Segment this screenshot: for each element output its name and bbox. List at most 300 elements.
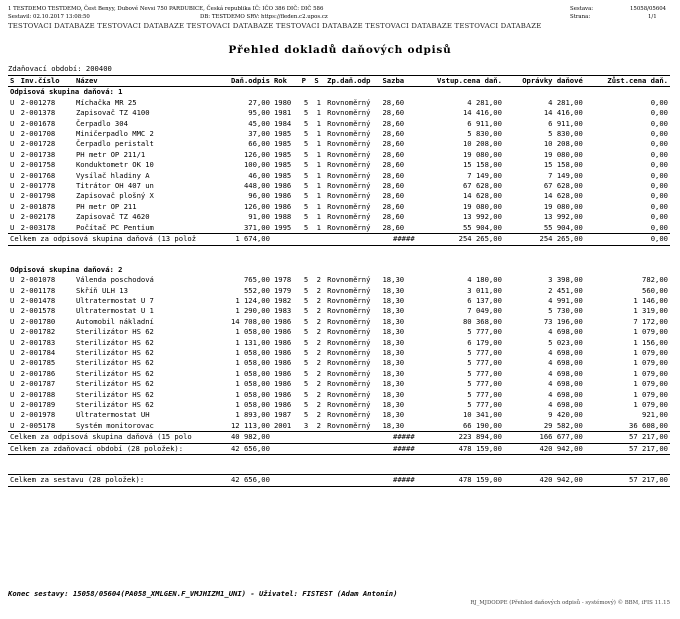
cell-status: U [10,139,15,149]
cell-method: Rovnoměrný [327,149,371,159]
table-row [8,296,670,306]
cell-inv-number: 2-001785 [20,358,56,368]
group-label: Odpisová skupina daňová: 1 [10,87,123,97]
cell-status: U [10,306,15,316]
cell-rate: 28,60 [382,191,405,201]
cell-accumulated: 3 398,00 [548,275,583,285]
cell-inv-number: 2-001878 [20,201,56,211]
cell-tax-depreciation: 12 113,00 [230,420,270,430]
table-row [8,223,670,234]
cell-rate: 28,60 [382,129,405,139]
cell-tax-depreciation: 1 893,00 [235,410,270,420]
cell-inv-number: 2-001738 [20,149,56,159]
cell-rate: 28,60 [382,108,405,118]
cell-name: Čerpadlo peristalt [75,139,154,149]
cell-tax-depreciation: 46,00 [248,170,270,180]
cell-method: Rovnoměrný [327,212,371,222]
total-label: Celkem za zdaňovací období (28 položek): [10,443,184,453]
cell-tax-depreciation: 1 058,00 [235,327,270,337]
group-total-row [8,432,670,443]
cell-s: 2 [316,347,321,357]
cell-year: 1985 [273,139,292,149]
cell-rate: 18,30 [382,368,405,378]
cell-s: 1 [316,139,321,149]
cell-accumulated: 7 149,00 [548,170,583,180]
cell-tax-depreciation: 91,00 [248,212,270,222]
cell-method: Rovnoměrný [327,275,371,285]
cell-year: 1986 [273,181,292,191]
total-accumulated: 166 677,00 [539,432,583,442]
cell-name: Válenda poschodová [75,275,154,285]
cell-rate: 18,30 [382,399,405,409]
col-name: Název [75,76,98,85]
total-tax-depreciation: 42 656,00 [230,443,270,453]
cell-tax-depreciation: 100,00 [243,160,270,170]
cell-tax-depreciation: 1 124,00 [235,295,270,305]
cell-input-price: 14 628,00 [462,191,502,201]
total-accumulated: 420 942,00 [539,443,583,453]
cell-s: 1 [316,191,321,201]
cell-inv-number: 2-001786 [20,368,56,378]
report-code-line: RJ_MJDODPE (Přehled daňových odpisů - systémový) © BBM, iFIS 11.15 [470,600,670,606]
cell-s: 1 [316,118,321,128]
total-accumulated: 254 265,00 [539,234,583,244]
spacer-row [8,255,670,265]
total-spacer [272,234,381,245]
total-input-price: 254 265,00 [458,234,502,244]
table-row [8,150,670,160]
total-residual: 57 217,00 [629,432,668,442]
cell-inv-number: 2-005178 [20,420,56,430]
cell-tax-depreciation: 552,00 [243,285,270,295]
cell-status: U [10,181,15,191]
cell-year: 1982 [273,295,292,305]
cell-inv-number: 2-001782 [20,327,56,337]
cell-input-price: 19 080,00 [462,201,502,211]
cell-rate: 18,30 [382,316,405,326]
cell-residual: 1 079,00 [633,327,668,337]
cell-s: 1 [316,108,321,118]
cell-name: Sterilizátor HS 62 [75,399,154,409]
db-line: DB: TESTDEMO SRV: https://fleden.c2.upos.cz [200,14,328,20]
cell-method: Rovnoměrný [327,97,371,107]
cell-p: 5 [303,337,309,347]
cell-tax-depreciation: 1 058,00 [235,347,270,357]
cell-input-price: 67 628,00 [462,181,502,191]
test-database-watermark: TESTOVACI DATABAZE TESTOVACI DATABAZE TESTOVACI DATABAZE TESTOVACI DATABAZE TESTOVACI DATABAZE TESTOVACI DATABAZE [8,22,542,30]
cell-year: 1995 [273,222,292,232]
cell-input-price: 5 777,00 [467,368,502,378]
cell-s: 1 [316,97,321,107]
cell-accumulated: 4 281,00 [548,97,583,107]
page-label: Strana: [570,14,591,20]
cell-method: Rovnoměrný [327,399,371,409]
cell-method: Rovnoměrný [327,139,371,149]
cell-accumulated: 67 628,00 [543,181,583,191]
cell-inv-number: 2-001078 [20,275,56,285]
cell-status: U [10,149,15,159]
cell-rate: 28,60 [382,170,405,180]
cell-inv-number: 2-001787 [20,379,56,389]
cell-rate: 18,30 [382,410,405,420]
cell-tax-depreciation: 126,00 [243,149,270,159]
cell-year: 1986 [273,316,292,326]
cell-residual: 0,00 [650,201,668,211]
cell-tax-depreciation: 66,00 [248,139,270,149]
cell-name: Sterilizátor HS 62 [75,347,154,357]
cell-residual: 0,00 [650,97,668,107]
total-label: Celkem za odpisová skupina daňová (15 polo [10,432,192,442]
cell-tax-depreciation: 45,00 [248,118,270,128]
col-status: S [10,76,15,85]
cell-accumulated: 4 698,00 [548,347,583,357]
cell-accumulated: 29 582,00 [543,420,583,430]
total-label: Celkem za odpisová skupina daňová (13 polož [10,234,197,244]
table-row [8,202,670,212]
cell-inv-number: 2-001678 [20,118,56,128]
cell-name: Konduktometr OK 10 [75,160,154,170]
cell-status: U [10,347,15,357]
spacer-row [8,455,670,465]
cell-method: Rovnoměrný [327,108,371,118]
cell-inv-number: 2-001798 [20,191,56,201]
cell-method: Rovnoměrný [327,295,371,305]
total-rate: ##### [393,443,415,453]
cell-s: 1 [316,222,321,232]
cell-p: 5 [303,129,309,139]
total-spacer [272,443,381,454]
cell-input-price: 3 011,00 [467,285,502,295]
table-row [8,139,670,149]
cell-accumulated: 4 698,00 [548,358,583,368]
cell-tax-depreciation: 1 131,00 [235,337,270,347]
table-row [8,108,670,118]
cell-accumulated: 4 698,00 [548,327,583,337]
cell-residual: 1 156,00 [633,337,668,347]
cell-s: 1 [316,149,321,159]
cell-year: 1986 [273,368,292,378]
spacer-cell [8,465,670,475]
cell-s: 2 [316,295,321,305]
cell-accumulated: 73 196,00 [543,316,583,326]
cell-accumulated: 4 991,00 [548,295,583,305]
cell-name: Ultratermostat U 1 [75,306,154,316]
cell-p: 5 [303,97,309,107]
cell-residual: 1 079,00 [633,347,668,357]
cell-inv-number: 2-001278 [20,97,56,107]
table-row [8,358,670,368]
cell-status: U [10,368,15,378]
table-row [8,191,670,201]
cell-name: Sterilizátor HS 62 [75,337,154,347]
cell-status: U [10,327,15,337]
total-tax-depreciation: 1 674,00 [235,234,270,244]
cell-tax-depreciation: 371,00 [243,222,270,232]
cell-rate: 18,30 [382,285,405,295]
cell-name: Vysílač hladiny A [75,170,150,180]
cell-inv-number: 2-001178 [20,285,56,295]
cell-input-price: 4 180,00 [467,275,502,285]
cell-residual: 1 079,00 [633,389,668,399]
cell-p: 5 [303,108,309,118]
cell-tax-depreciation: 27,00 [248,97,270,107]
cell-s: 2 [316,389,321,399]
cell-rate: 28,60 [382,201,405,211]
table-row [8,327,670,337]
spacer-row [8,465,670,475]
cell-year: 1986 [273,389,292,399]
cell-inv-number: 2-001780 [20,316,56,326]
cell-input-price: 55 904,00 [462,222,502,232]
cell-method: Rovnoměrný [327,368,371,378]
cell-p: 5 [303,191,309,201]
cell-rate: 28,60 [382,118,405,128]
spacer-row [8,245,670,255]
total-rate: ##### [393,432,415,442]
cell-name: Automobil nákladní [75,316,154,326]
cell-accumulated: 14 416,00 [543,108,583,118]
cell-input-price: 80 368,00 [462,316,502,326]
cell-p: 5 [303,358,309,368]
cell-status: U [10,118,15,128]
cell-rate: 18,30 [382,306,405,316]
cell-accumulated: 14 628,00 [543,191,583,201]
cell-status: U [10,129,15,139]
cell-accumulated: 4 698,00 [548,368,583,378]
cell-name: Ultratermostat U 7 [75,295,154,305]
cell-year: 2001 [273,420,292,430]
cell-inv-number: 2-001768 [20,170,56,180]
cell-tax-depreciation: 1 058,00 [235,399,270,409]
cell-rate: 18,30 [382,295,405,305]
cell-name: Miničerpadlo MMC 2 [75,129,154,139]
cell-inv-number: 2-001789 [20,399,56,409]
cell-inv-number: 2-001788 [20,389,56,399]
cell-accumulated: 2 451,00 [548,285,583,295]
cell-p: 5 [303,181,309,191]
cell-residual: 1 079,00 [633,379,668,389]
total-rate: ##### [393,234,415,244]
cell-year: 1979 [273,285,292,295]
cell-input-price: 5 777,00 [467,399,502,409]
cell-p: 5 [303,275,309,285]
cell-method: Rovnoměrný [327,389,371,399]
cell-name: Titrátor OH 407 un [75,181,154,191]
cell-tax-depreciation: 1 058,00 [235,368,270,378]
col-rate: Sazba [382,76,405,85]
col-tax-depreciation: Daň.odpis [230,76,270,85]
cell-inv-number: 2-001478 [20,295,56,305]
col-year: Rok [273,76,287,85]
cell-p: 5 [303,327,309,337]
cell-s: 2 [316,337,321,347]
cell-year: 1988 [273,212,292,222]
cell-rate: 18,30 [382,275,405,285]
cell-status: U [10,170,15,180]
cell-method: Rovnoměrný [327,170,371,180]
cell-year: 1985 [273,160,292,170]
cell-s: 1 [316,181,321,191]
cell-rate: 18,30 [382,358,405,368]
cell-rate: 18,30 [382,379,405,389]
col-p: P [301,76,306,85]
cell-name: Počítač PC Pentium [75,222,154,232]
company-line: 1 TESTDEMO TESTDEMO, Čest Benyy, Dubové Nevsi 750 PARDUBICE, Česká republika IČ: IČO 386 DIČ: DIČ 586 [8,6,324,12]
cell-input-price: 5 777,00 [467,347,502,357]
table-row [8,275,670,285]
cell-status: U [10,201,15,211]
total-accumulated: 420 942,00 [539,475,583,485]
cell-residual: 0,00 [650,160,668,170]
cell-input-price: 13 992,00 [462,212,502,222]
created-line: Sestavil: 02.10.2017 13:08:50 [8,14,90,20]
cell-rate: 28,60 [382,181,405,191]
group-header-row [8,87,670,98]
cell-year: 1981 [273,108,292,118]
cell-name: Sterilizátor HS 62 [75,358,154,368]
cell-method: Rovnoměrný [327,420,371,430]
cell-year: 1986 [273,358,292,368]
cell-residual: 0,00 [650,149,668,159]
cell-s: 2 [316,316,321,326]
depreciation-table [8,75,670,487]
cell-inv-number: 2-003178 [20,222,56,232]
cell-input-price: 7 149,00 [467,170,502,180]
cell-method: Rovnoměrný [327,285,371,295]
table-row [8,286,670,296]
total-input-price: 478 159,00 [458,475,502,485]
table-row [8,338,670,348]
cell-tax-depreciation: 1 058,00 [235,358,270,368]
cell-input-price: 5 830,00 [467,129,502,139]
cell-tax-depreciation: 1 058,00 [235,379,270,389]
cell-residual: 0,00 [650,212,668,222]
cell-rate: 28,60 [382,222,405,232]
cell-input-price: 10 208,00 [462,139,502,149]
cell-rate: 28,60 [382,212,405,222]
cell-accumulated: 5 023,00 [548,337,583,347]
total-label: Celkem za sestavu (28 položek): [10,475,145,485]
cell-rate: 28,60 [382,149,405,159]
cell-status: U [10,275,15,285]
table-row [8,348,670,358]
cell-s: 2 [316,327,321,337]
cell-residual: 0,00 [650,129,668,139]
total-tax-depreciation: 40 982,00 [230,432,270,442]
period-total-row [8,443,670,454]
table-row [8,390,670,400]
cell-name: PH metr OP 211 [75,201,137,211]
spacer-cell [8,245,670,255]
cell-s: 2 [316,379,321,389]
table-row [8,212,670,222]
cell-s: 2 [316,285,321,295]
cell-residual: 0,00 [650,222,668,232]
cell-name: PH metr OP 211/1 [75,149,146,159]
cell-rate: 28,60 [382,160,405,170]
cell-year: 1986 [273,337,292,347]
col-method: Zp.daň.odp [327,76,371,85]
cell-tax-depreciation: 14 708,00 [230,316,270,326]
cell-year: 1986 [273,327,292,337]
cell-method: Rovnoměrný [327,201,371,211]
cell-tax-depreciation: 96,00 [248,191,270,201]
col-accumulated: Oprávky daňové [522,76,583,85]
cell-p: 5 [303,379,309,389]
cell-residual: 1 079,00 [633,368,668,378]
cell-status: U [10,337,15,347]
col-s: S [314,76,319,85]
cell-residual: 0,00 [650,139,668,149]
cell-input-price: 14 416,00 [462,108,502,118]
cell-accumulated: 5 830,00 [548,129,583,139]
cell-inv-number: 2-001778 [20,181,56,191]
cell-rate: 18,30 [382,420,405,430]
total-residual: 57 217,00 [629,443,668,453]
cell-input-price: 15 158,00 [462,160,502,170]
cell-method: Rovnoměrný [327,347,371,357]
cell-p: 5 [303,160,309,170]
table-row [8,160,670,170]
cell-status: U [10,316,15,326]
table-row [8,369,670,379]
cell-accumulated: 19 080,00 [543,149,583,159]
cell-status: U [10,295,15,305]
cell-method: Rovnoměrný [327,358,371,368]
cell-p: 5 [303,149,309,159]
cell-status: U [10,399,15,409]
total-spacer [272,432,381,443]
cell-inv-number: 2-001378 [20,108,56,118]
report-number: 15058/05604 [630,6,667,12]
table-row [8,119,670,129]
cell-accumulated: 5 730,00 [548,306,583,316]
table-row [8,410,670,420]
cell-p: 5 [303,389,309,399]
report-end-line: Konec sestavy: 15058/05604(PA058_XMLGEN.F_VMJHIZM1_UNI) - Uživatel: FISTEST (Adam Antonín) [8,589,398,598]
cell-s: 2 [316,358,321,368]
cell-status: U [10,379,15,389]
column-header-row [8,76,670,87]
cell-p: 5 [303,410,309,420]
cell-accumulated: 4 698,00 [548,389,583,399]
cell-tax-depreciation: 1 058,00 [235,389,270,399]
cell-method: Rovnoměrný [327,118,371,128]
cell-inv-number: 2-001784 [20,347,56,357]
cell-p: 5 [303,399,309,409]
cell-p: 5 [303,347,309,357]
cell-p: 5 [303,285,309,295]
cell-s: 1 [316,201,321,211]
cell-method: Rovnoměrný [327,316,371,326]
cell-status: U [10,420,15,430]
total-tax-depreciation: 42 656,00 [230,475,270,485]
cell-method: Rovnoměrný [327,327,371,337]
total-rate: ##### [393,475,415,485]
cell-p: 5 [303,306,309,316]
cell-input-price: 6 179,00 [467,337,502,347]
report-total-row [8,475,670,486]
cell-year: 1978 [273,275,292,285]
total-input-price: 478 159,00 [458,443,502,453]
table-row [8,400,670,410]
col-input-price: Vstup.cena daň. [437,76,502,85]
group-total-row [8,234,670,245]
cell-p: 5 [303,201,309,211]
cell-s: 1 [316,170,321,180]
page-number: 1/1 [648,14,657,20]
cell-name: Systém monitorovac [75,420,154,430]
